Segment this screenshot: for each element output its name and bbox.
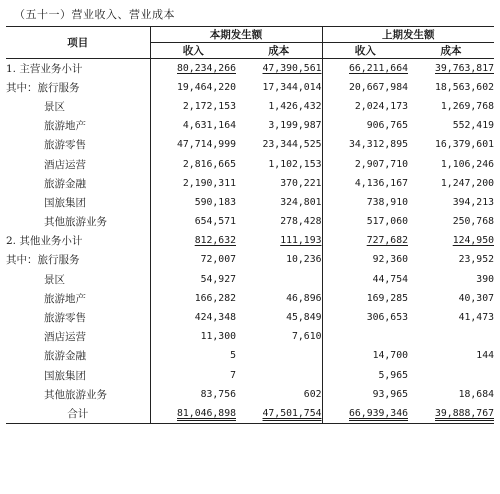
prior-cost-cell [408,289,494,308]
cell-value: 166,282 [194,292,236,304]
prior-cost-cell [408,212,494,231]
cell-value: 124,950 [452,235,494,247]
cell-value: 7,610 [292,331,322,343]
row-label: 合计 [6,404,150,423]
prior-revenue-cell [322,174,408,193]
prior-cost-cell [408,308,494,327]
prior-cost-cell [408,385,494,404]
current-revenue-cell [150,327,236,346]
prior-revenue-cell [322,231,408,250]
cell-value: 14,700 [372,350,408,362]
current-revenue-cell [150,78,236,97]
prior-revenue-cell [322,212,408,231]
table-row [6,289,494,308]
item-column-header: 项目 [6,27,150,59]
row-label: 其他旅游业务 [44,388,107,401]
current-revenue-cell [150,289,236,308]
current-revenue-cell [150,116,236,135]
table-row [6,366,494,385]
cell-value: 1,269,768 [440,100,494,112]
current-cost-cell [236,327,322,346]
prior-revenue-cell [322,59,408,78]
cell-value: 93,965 [372,388,408,400]
current-revenue-cell [150,270,236,289]
cell-value: 370,221 [280,177,322,189]
prior-revenue-cell [322,193,408,212]
row-label: 旅游金融 [44,350,86,363]
cell-value: 5 [230,350,236,362]
current-cost-cell [236,59,322,78]
prior-revenue-cell [322,116,408,135]
cell-value: 250,768 [452,216,494,228]
cell-value: 4,631,164 [182,120,236,132]
cell-value: 45,849 [286,312,322,324]
prior-period-header: 上期发生额 [322,27,494,43]
row-label: 景区 [44,100,65,113]
cell-value: 1,247,200 [440,177,494,189]
row-label: 旅游地产 [44,120,86,133]
subtotal-row [6,231,494,250]
current-revenue-cell [150,366,236,385]
cell-value: 16,379,601 [435,139,494,151]
current-revenue-cell [150,231,236,250]
table-row [6,346,494,365]
row-label: 旅游地产 [44,292,86,305]
current-cost-cell [236,366,322,385]
prior-revenue-cell [322,154,408,173]
cell-value: 906,765 [366,120,408,132]
current-cost-cell [236,404,322,423]
cell-value: 144 [476,350,494,362]
table-row [6,135,494,154]
row-label: 旅游金融 [44,177,86,190]
current-cost-header: 成本 [236,43,322,59]
cell-value: 812,632 [194,235,236,247]
prior-revenue-cell [322,97,408,116]
current-cost-cell [236,250,322,269]
current-revenue-cell [150,404,236,423]
cell-value: 424,348 [194,312,236,324]
cell-value: 81,046,898 [177,407,236,419]
cell-value: 306,653 [366,312,408,324]
current-period-header: 本期发生额 [150,27,322,43]
table-row [6,250,494,269]
current-cost-cell [236,193,322,212]
cell-value: 83,756 [200,388,236,400]
cell-value: 23,344,525 [262,139,322,151]
cell-value: 552,419 [452,120,494,132]
current-cost-cell [236,270,322,289]
cell-value: 324,801 [280,196,322,208]
cell-value: 602 [303,388,322,400]
cell-value: 1,106,246 [440,158,494,170]
cell-value: 44,754 [372,273,408,285]
table-row [6,308,494,327]
table-row [6,193,494,212]
cell-value: 727,682 [366,235,408,247]
cell-value: 66,211,664 [349,62,408,74]
cell-value: 1,102,153 [268,158,322,170]
cell-value: 72,007 [200,254,236,266]
prior-cost-cell [408,327,494,346]
prior-cost-cell [408,404,494,423]
prior-revenue-cell [322,404,408,423]
prior-revenue-cell [322,346,408,365]
current-revenue-cell [150,346,236,365]
cell-value: 2,907,710 [354,158,408,170]
current-cost-cell [236,308,322,327]
prior-cost-cell [408,250,494,269]
current-revenue-header: 收入 [150,43,236,59]
cell-value: 19,464,220 [177,81,236,93]
prior-cost-cell [408,135,494,154]
table-row [6,174,494,193]
table-caption: （五十一）营业收入、营业成本 [14,8,175,21]
row-label: 1. 主营业务小计 [6,62,83,75]
prior-cost-cell [408,270,494,289]
cell-value: 2,172,153 [182,100,236,112]
cell-value: 738,910 [366,196,408,208]
prior-revenue-cell [322,289,408,308]
cell-value: 390 [476,273,494,285]
current-cost-cell [236,78,322,97]
prior-revenue-cell [322,385,408,404]
table-row [6,116,494,135]
prior-revenue-cell [322,270,408,289]
row-label: 2. 其他业务小计 [6,235,83,248]
cell-value: 10,236 [286,254,322,266]
cell-value: 92,360 [372,254,408,266]
cell-value: 5,965 [378,369,408,381]
prior-revenue-cell [322,78,408,97]
current-cost-cell [236,231,322,250]
prior-revenue-cell [322,135,408,154]
current-revenue-cell [150,250,236,269]
prior-cost-cell [408,193,494,212]
prior-cost-header: 成本 [408,43,494,59]
prior-cost-cell [408,154,494,173]
cell-value: 39,763,817 [435,62,494,74]
cell-value: 47,390,561 [262,62,322,74]
cell-value: 2,190,311 [182,177,236,189]
cell-value: 41,473 [458,312,494,324]
prior-cost-cell [408,116,494,135]
table-row [6,270,494,289]
cell-value: 46,896 [286,292,322,304]
cell-value: 3,199,987 [268,120,322,132]
current-cost-cell [236,385,322,404]
prior-revenue-cell [322,308,408,327]
current-cost-cell [236,212,322,231]
cell-value: 169,285 [366,292,408,304]
current-revenue-cell [150,308,236,327]
row-label: 国旅集团 [44,369,86,382]
cell-value: 1,426,432 [268,100,322,112]
cell-value: 80,234,266 [177,62,236,74]
cell-value: 54,927 [200,273,236,285]
cell-value: 34,312,895 [349,139,408,151]
cell-value: 278,428 [280,216,322,228]
current-revenue-cell [150,193,236,212]
current-revenue-cell [150,97,236,116]
current-revenue-cell [150,135,236,154]
cell-value: 2,816,665 [182,158,236,170]
cell-value: 66,939,346 [349,407,408,419]
prior-cost-cell [408,346,494,365]
cell-value: 111,193 [280,235,322,247]
cell-value: 18,684 [458,388,494,400]
cell-value: 18,563,602 [435,81,494,93]
prior-cost-cell [408,231,494,250]
row-label: 酒店运营 [44,331,86,344]
prior-revenue-cell [322,366,408,385]
total-row [6,404,494,423]
cell-value: 47,501,754 [262,407,322,419]
table-row [6,154,494,173]
cell-value: 11,300 [200,331,236,343]
table-row [6,97,494,116]
current-revenue-cell [150,154,236,173]
current-revenue-cell [150,212,236,231]
subtotal-row [6,59,494,78]
current-cost-cell [236,154,322,173]
current-revenue-cell [150,174,236,193]
row-label: 酒店运营 [44,158,86,171]
cell-value: 23,952 [458,254,494,266]
prior-revenue-cell [322,327,408,346]
cell-value: 7 [230,369,236,381]
table-row [6,327,494,346]
row-label: 其他旅游业务 [44,216,107,229]
cell-value: 2,024,173 [354,100,408,112]
current-cost-cell [236,97,322,116]
revenue-cost-table [6,26,494,424]
cell-value: 39,888,767 [435,407,494,419]
table-row [6,385,494,404]
row-label: 其中：旅行服务 [6,81,80,94]
cell-value: 17,344,014 [262,81,322,93]
prior-revenue-header: 收入 [322,43,408,59]
current-cost-cell [236,289,322,308]
cell-value: 654,571 [194,216,236,228]
current-cost-cell [236,135,322,154]
cell-value: 20,667,984 [349,81,408,93]
cell-value: 394,213 [452,196,494,208]
cell-value: 4,136,167 [354,177,408,189]
prior-cost-cell [408,78,494,97]
current-revenue-cell [150,385,236,404]
prior-cost-cell [408,59,494,78]
current-revenue-cell [150,59,236,78]
row-label: 景区 [44,273,65,286]
cell-value: 517,060 [366,216,408,228]
cell-value: 47,714,999 [177,139,236,151]
current-cost-cell [236,346,322,365]
table-row [6,78,494,97]
current-cost-cell [236,174,322,193]
prior-cost-cell [408,97,494,116]
prior-cost-cell [408,174,494,193]
cell-value: 590,183 [194,196,236,208]
row-label: 国旅集团 [44,196,86,209]
row-label: 旅游零售 [44,312,86,325]
row-label: 旅游零售 [44,139,86,152]
prior-cost-cell [408,366,494,385]
current-cost-cell [236,116,322,135]
cell-value: 40,307 [458,292,494,304]
table-row [6,212,494,231]
row-label: 其中：旅行服务 [6,254,80,267]
prior-revenue-cell [322,250,408,269]
